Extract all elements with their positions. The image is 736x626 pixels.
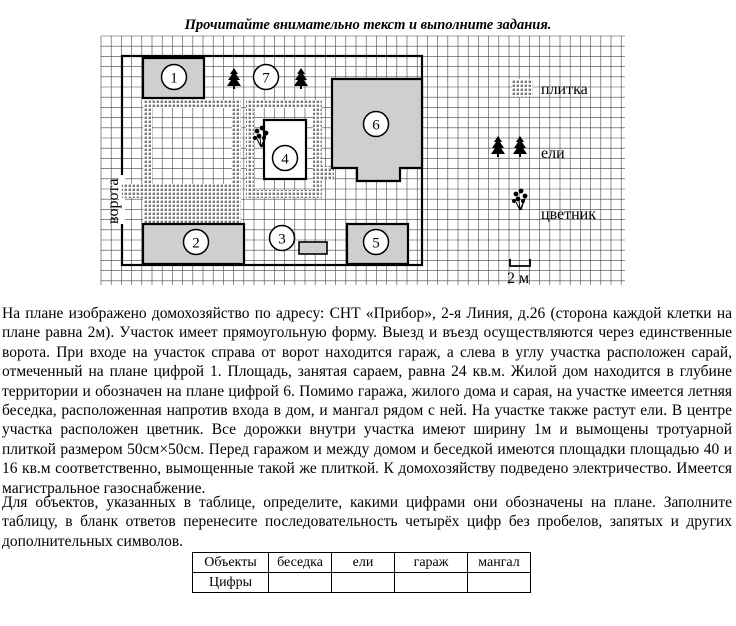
spruce-icon	[294, 68, 308, 89]
spruce-icon	[227, 68, 241, 89]
object-3-small	[299, 242, 327, 254]
marker-1: 1	[170, 70, 178, 87]
marker-5: 5	[372, 235, 380, 252]
marker-2: 2	[192, 235, 200, 252]
column-header: беседка	[269, 553, 332, 573]
legend-flowerbed-label: цветник	[541, 206, 597, 223]
marker-7: 7	[262, 70, 270, 87]
column-header: гараж	[395, 553, 468, 573]
row-header-digits: Цифры	[193, 573, 269, 593]
legend-tile-swatch	[512, 79, 533, 97]
legend-spruce-icon	[513, 136, 527, 157]
answer-cell[interactable]	[468, 573, 531, 593]
legend-spruce-icon	[491, 136, 505, 157]
legend-tile-label: плитка	[541, 81, 588, 98]
scale-label: 2 м	[507, 270, 530, 287]
description-paragraph: На плане изображено домохозяйство по адресу: СНТ «Прибор», 2-я Линия, д.26 (сторона каждой клетки на плане равна 2м). Участок имеет прямоугольную форму. Выезд и въезд осуществляются через единственные ворота. При входе на участок справа от ворот находится гараж, а слева в углу участка расположен сарай, отмеченный на плане цифрой 1. Площадь, занятая сараем, равна 24 кв.м. Жилой дом находится в глубине территории и обозначен на плане цифрой 6. Помимо гаража, жилого дома и сарая, на участке имеется летняя беседка, расположенная напротив входа в дом, и мангал рядом с ней. На участке также растут ели. В центре участка расположен цветник. Все дорожки внутри участка имеют ширину 1м и вымощены тротуарной плиткой размером 50см×50см. Перед гаражом и между домом и беседкой имеются площадки площадью 40 и 16 кв.м соответственно, вымощенные такой же плиткой. К домохозяйству подведено электричество. Имеется магистральное газоснабжение.	[2, 305, 732, 497]
column-header: мангал	[468, 553, 531, 573]
answer-cell[interactable]	[269, 573, 332, 593]
legend-trees-label: ели	[541, 145, 565, 162]
marker-6: 6	[372, 117, 380, 134]
page-heading: Прочитайте внимательно текст и выполните задания.	[184, 17, 552, 33]
table-row	[193, 573, 531, 593]
site-plan	[0, 0, 736, 300]
column-header: ели	[332, 553, 395, 573]
marker-4: 4	[281, 151, 289, 168]
answer-cell[interactable]	[395, 573, 468, 593]
answer-cell[interactable]	[332, 573, 395, 593]
gate-label: ворота	[105, 178, 122, 224]
table-row	[193, 553, 531, 573]
answer-table	[192, 552, 531, 593]
marker-3: 3	[278, 231, 286, 248]
legend-flowerbed-icon	[512, 189, 527, 210]
scale-bar	[510, 259, 530, 266]
row-header-objects: Объекты	[193, 553, 269, 573]
task-paragraph: Для объектов, указанных в таблице, определите, какими цифрами они обозначены на плане. Заполните таблицу, в бланк ответов перенесите последовательность четырёх цифр без пробелов, запятых и других дополнительных символов.	[2, 494, 732, 550]
